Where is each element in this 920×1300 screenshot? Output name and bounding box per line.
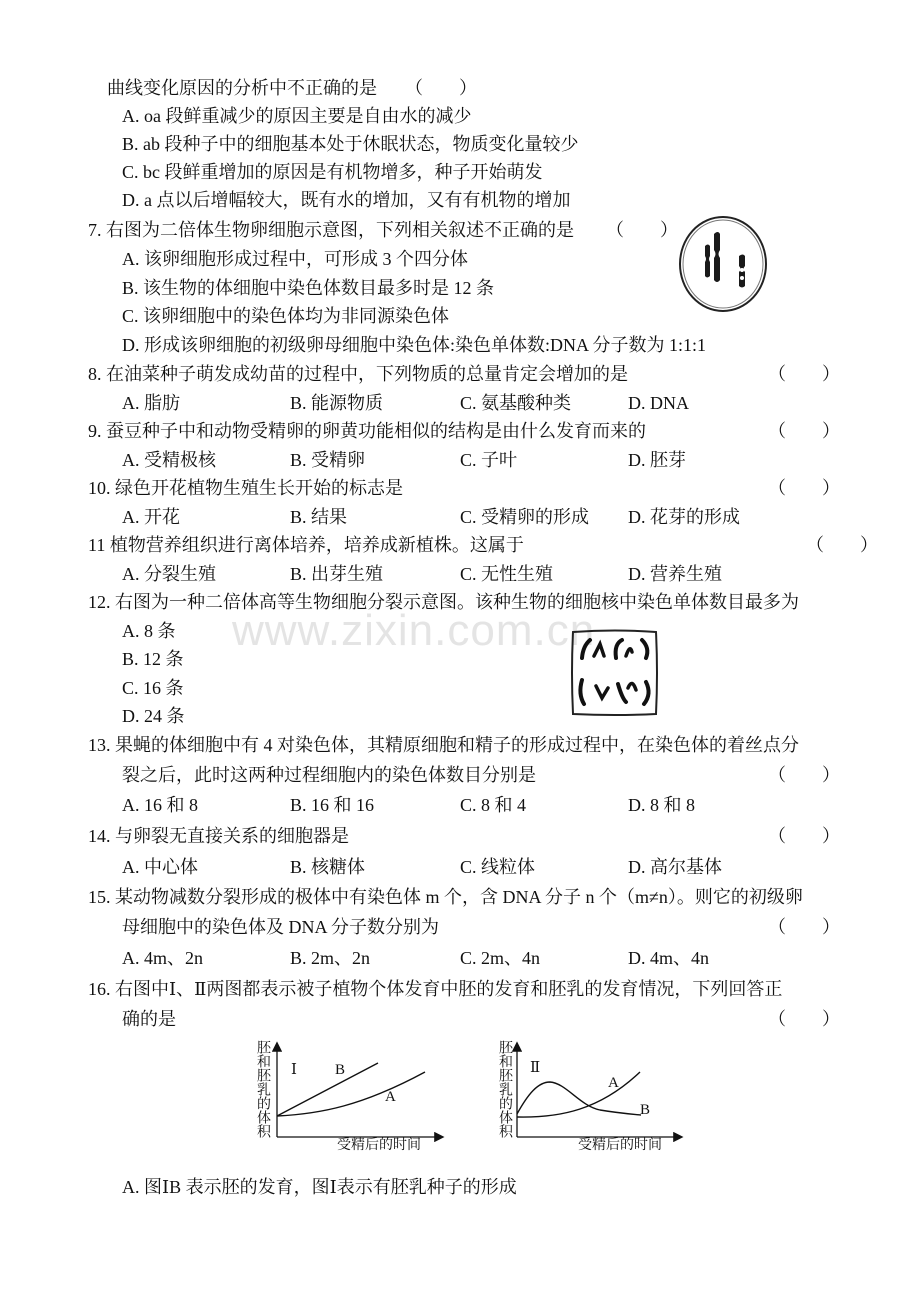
- q13-answer-paren[interactable]: （ ）: [768, 765, 840, 785]
- q14-option-d: D. 高尔基体: [628, 857, 722, 877]
- q11-option-b: B. 出芽生殖: [290, 564, 384, 584]
- q13-stem-line-2: 裂之后，此时这两种过程细胞内的染色体数目分别是: [122, 765, 536, 785]
- q9-option-b: B. 受精卵: [290, 450, 366, 470]
- q10-stem: 10. 绿色开花植物生殖生长开始的标志是: [88, 478, 403, 498]
- q6-option-d: D. a 点以后增幅较大，既有水的增加，又有有机物的增加: [122, 190, 571, 210]
- q15-answer-paren[interactable]: （ ）: [768, 917, 840, 937]
- q6-answer-paren[interactable]: （ ）: [405, 78, 477, 98]
- graph-1-x-label: 受精后的时间: [337, 1138, 421, 1153]
- graph-2-y-label: 胚和胚乳的体积: [497, 1040, 512, 1138]
- q13-option-d: D. 8 和 8: [628, 795, 695, 815]
- q10-option-c: C. 受精卵的形成: [460, 507, 590, 527]
- graph-2: [517, 1044, 681, 1137]
- q14-answer-paren[interactable]: （ ）: [768, 826, 840, 846]
- graph-1-a-label: A: [385, 1089, 396, 1105]
- q14-option-b: B. 核糖体: [290, 857, 366, 877]
- graph-1-roman-label: Ⅰ: [291, 1062, 297, 1078]
- q13-option-b: B. 16 和 16: [290, 795, 375, 815]
- q12-option-a: A. 8 条: [122, 621, 176, 641]
- q11-option-d: D. 营养生殖: [628, 564, 722, 584]
- q15-option-b: B. 2m、2n: [290, 948, 371, 968]
- q10-option-a: A. 开花: [122, 507, 180, 527]
- q8-option-c: C. 氨基酸种类: [460, 393, 572, 413]
- q9-stem: 9. 蚕豆种子中和动物受精卵的卵黄功能相似的结构是由什么发育而来的: [88, 421, 646, 441]
- q12-stem: 12. 右图为一种二倍体高等生物细胞分裂示意图。该种生物的细胞核中染色单体数目最多为: [88, 592, 799, 612]
- q7-answer-paren[interactable]: （ ）: [606, 220, 678, 240]
- q16-option-a: A. 图ⅠB 表示胚的发育，图Ⅰ表示有胚乳种子的形成: [122, 1177, 517, 1197]
- q15-stem-line-2: 母细胞中的染色体及 DNA 分子数分别为: [122, 917, 440, 937]
- q12-option-d: D. 24 条: [122, 706, 185, 726]
- q9-option-a: A. 受精极核: [122, 450, 216, 470]
- q8-option-b: B. 能源物质: [290, 393, 384, 413]
- graph-1-y-label: 胚和胚乳的体积: [255, 1040, 270, 1138]
- q14-option-c: C. 线粒体: [460, 857, 536, 877]
- q16-stem-line-1: 16. 右图中Ⅰ、Ⅱ两图都表示被子植物个体发育中胚的发育和胚乳的发育情况，下列回答正: [88, 979, 783, 999]
- graph-1-b-label: B: [335, 1062, 346, 1078]
- q6-option-a: A. oa 段鲜重减少的原因主要是自由水的减少: [122, 106, 472, 126]
- q8-stem: 8. 在油菜种子萌发成幼苗的过程中，下列物质的总量肯定会增加的是: [88, 364, 628, 384]
- q11-option-a: A. 分裂生殖: [122, 564, 216, 584]
- q9-answer-paren[interactable]: （ ）: [768, 421, 840, 441]
- q15-option-a: A. 4m、2n: [122, 948, 203, 968]
- q7-stem: 7. 右图为二倍体生物卵细胞示意图，下列相关叙述不正确的是: [88, 220, 574, 240]
- q11-stem: 11 植物营养组织进行离体培养，培养成新植株。这属于: [88, 535, 524, 555]
- graph-1: [277, 1044, 442, 1137]
- q7-option-a: A. 该卵细胞形成过程中，可形成 3 个四分体: [122, 249, 468, 269]
- graph-1-curve-a: [277, 1072, 425, 1116]
- q10-option-d: D. 花芽的形成: [628, 507, 740, 527]
- graph-2-x-label: 受精后的时间: [578, 1138, 662, 1153]
- q9-option-d: D. 胚芽: [628, 450, 686, 470]
- q12-option-b: B. 12 条: [122, 649, 184, 669]
- graph-2-b-label: B: [640, 1102, 651, 1118]
- q10-option-b: B. 结果: [290, 507, 348, 527]
- q11-answer-paren[interactable]: （ ）: [806, 535, 878, 555]
- q15-option-d: D. 4m、4n: [628, 948, 709, 968]
- q6-option-c: C. bc 段鲜重增加的原因是有机物增多，种子开始萌发: [122, 162, 543, 182]
- q16-stem-line-2: 确的是: [122, 1009, 176, 1029]
- q11-option-c: C. 无性生殖: [460, 564, 554, 584]
- cell-division-figure: [570, 628, 660, 718]
- q15-option-c: C. 2m、4n: [460, 948, 541, 968]
- q6-option-b: B. ab 段种子中的细胞基本处于休眠状态，物质变化量较少: [122, 134, 579, 154]
- q14-option-a: A. 中心体: [122, 857, 198, 877]
- q7-option-c: C. 该卵细胞中的染色体均为非同源染色体: [122, 306, 450, 326]
- q8-answer-paren[interactable]: （ ）: [768, 364, 840, 384]
- q13-option-a: A. 16 和 8: [122, 795, 198, 815]
- q7-option-d: D. 形成该卵细胞的初级卵母细胞中染色体:染色单体数:DNA 分子数为 1:1:1: [122, 335, 707, 355]
- q15-stem-line-1: 15. 某动物减数分裂形成的极体中有染色体 m 个，含 DNA 分子 n 个（m≠n）。则它的初级卵: [88, 887, 803, 907]
- q14-stem: 14. 与卵裂无直接关系的细胞器是: [88, 826, 349, 846]
- q16-answer-paren[interactable]: （ ）: [768, 1009, 840, 1029]
- q10-answer-paren[interactable]: （ ）: [768, 478, 840, 498]
- graph-2-a-label: A: [608, 1075, 619, 1091]
- graph-2-roman-label: Ⅱ: [530, 1060, 541, 1076]
- q6-stem: 曲线变化原因的分析中不正确的是: [107, 78, 377, 98]
- q9-option-c: C. 子叶: [460, 450, 518, 470]
- q8-option-d: D. DNA: [628, 393, 689, 413]
- q13-stem-line-1: 13. 果蝇的体细胞中有 4 对染色体，其精原细胞和精子的形成过程中，在染色体的着丝点分: [88, 735, 799, 755]
- q7-option-b: B. 该生物的体细胞中染色体数目最多时是 12 条: [122, 278, 495, 298]
- q12-option-c: C. 16 条: [122, 678, 184, 698]
- egg-cell-figure: [676, 212, 771, 316]
- graph-2-curve-a: [517, 1072, 640, 1117]
- q8-option-a: A. 脂肪: [122, 393, 180, 413]
- watermark: www.zixin.com.cn: [232, 606, 596, 655]
- q13-option-c: C. 8 和 4: [460, 795, 527, 815]
